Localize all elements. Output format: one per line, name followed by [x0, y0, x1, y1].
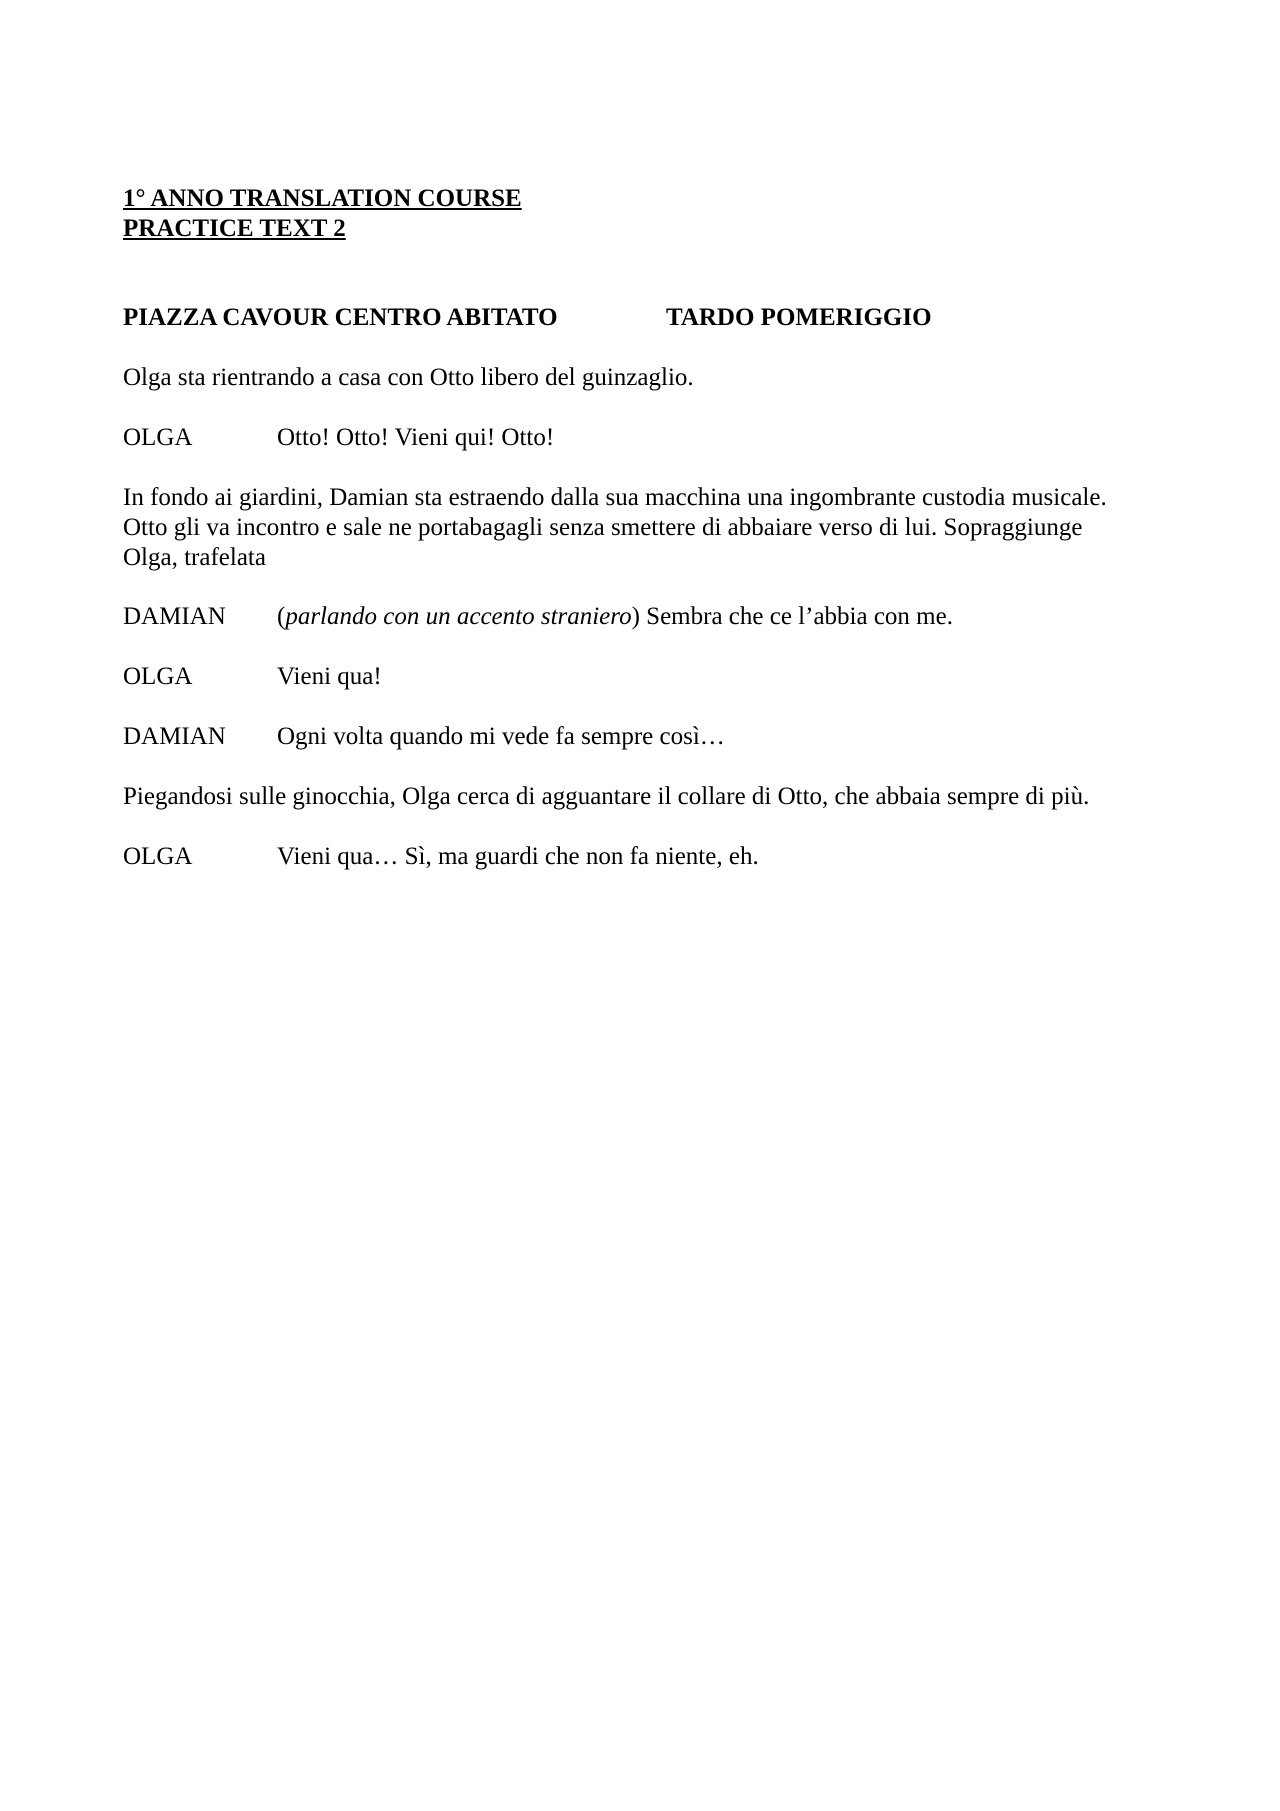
- action-line: In fondo ai giardini, Damian sta estraendo dalla sua macchina una ingombrante custodia musicale.: [123, 484, 1107, 511]
- practice-text-title: PRACTICE TEXT 2: [123, 215, 346, 242]
- speaker-name: OLGA: [123, 424, 193, 451]
- document-header: [123, 184, 522, 244]
- speaker-name: DAMIAN: [123, 723, 226, 750]
- action-line: Piegandosi sulle ginocchia, Olga cerca di agguantare il collare di Otto, che abbaia sempre di più.: [123, 783, 1090, 810]
- dialogue-text: Otto! Otto! Vieni qui! Otto!: [277, 424, 555, 451]
- speaker-name: OLGA: [123, 843, 193, 870]
- parenthetical-direction: parlando con un accento straniero: [285, 603, 632, 630]
- action-line: Otto gli va incontro e sale ne portabagagli senza smettere di abbaiare verso di lui. Sopraggiunge: [123, 514, 1083, 541]
- action-line: Olga, trafelata: [123, 544, 266, 571]
- scene-time: TARDO POMERIGGIO: [666, 304, 932, 331]
- dialogue-text: Ogni volta quando mi vede fa sempre così…: [277, 723, 725, 750]
- dialogue-text: Vieni qua… Sì, ma guardi che non fa niente, eh.: [277, 843, 759, 870]
- dialogue-line: Sembra che ce l’abbia con me.: [639, 603, 953, 630]
- action-paragraph-1: Olga sta rientrando a casa con Otto libero del guinzaglio.: [123, 364, 694, 391]
- speaker-name: OLGA: [123, 663, 193, 690]
- dialogue-text: [277, 602, 953, 632]
- scene-heading: [123, 303, 932, 333]
- scene-location: PIAZZA CAVOUR CENTRO ABITATO: [123, 304, 558, 331]
- action-paragraph-3: [123, 782, 1163, 812]
- action-paragraph-2: [123, 483, 1163, 573]
- dialogue-text: Vieni qua!: [277, 663, 382, 690]
- speaker-name: DAMIAN: [123, 603, 226, 630]
- parenthetical-open: (: [277, 603, 286, 630]
- course-title: 1° ANNO TRANSLATION COURSE: [123, 185, 522, 212]
- parenthetical-close: ): [631, 603, 640, 630]
